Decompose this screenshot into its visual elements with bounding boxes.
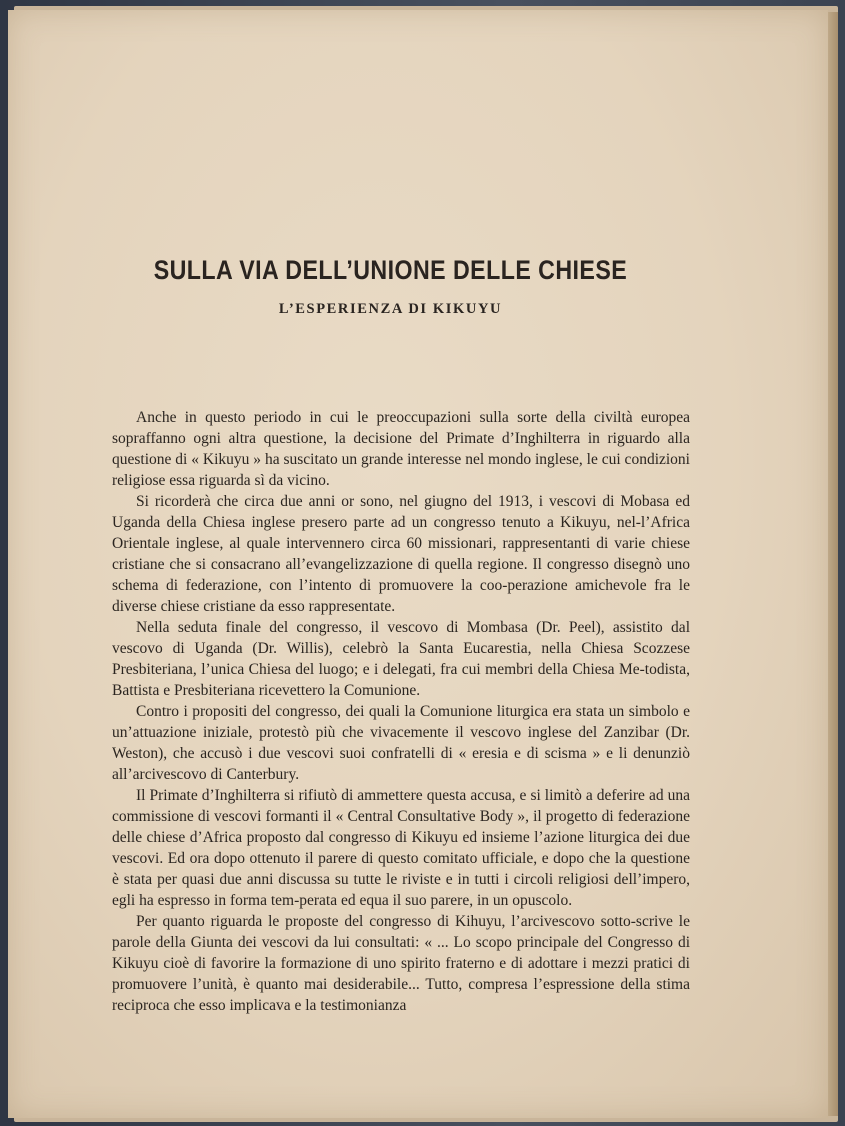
article-title: SULLA VIA DELL’UNIONE DELLE CHIESE [153, 255, 628, 285]
paragraph: Per quanto riguarda le proposte del congresso di Kihuyu, l’arcivescovo sotto-scrive le parole della Giunta dei vescovi da lui consultati: « ... Lo scopo principale del Congresso di Kikuyu cioè di favorire la formazione di uno spirito fraterno e di adottare i mezzi pratici di promuovere l’unità, è quanto mai desiderabile... Tutto, compresa l’espressione della stima reciproca che esso implicava e la testimonianza [112, 913, 690, 1014]
paragraph: Il Primate d’Inghilterra si rifiutò di ammettere questa accusa, e si limitò a deferire ad una commissione di vescovi formanti il « Central Consultative Body », il progetto di federazione delle chiese d’Africa proposto dal congresso di Kikuyu ed insieme l’azione liturgica dei due vescovi. Ed ora dopo ottenuto il parere di questo comitato ufficiale, e dopo che la questione è stata per quasi due anni discussa su tutte le riviste e in tutti i circoli religiosi dell’impero, egli ha espresso in forma tem-perata ed equa il suo parere, in un opuscolo. [112, 787, 690, 909]
document-page [8, 10, 828, 1118]
paragraph: Contro i propositi del congresso, dei quali la Comunione liturgica era stata un simbolo e un’attuazione iniziale, protestò più che vivacemente il vescovo inglese del Zanzibar (Dr. Weston), che accusò i due vescovi suoi confratelli di « eresia e di scisma » e li denunziò all’arcivescovo di Canterbury. [112, 703, 690, 783]
article-body [112, 407, 690, 1016]
paragraph: Si ricorderà che circa due anni or sono, nel giugno del 1913, i vescovi di Mobasa ed Uganda della Chiesa inglese presero parte ad un congresso tenuto a Kikuyu, nel-l’Africa Orientale inglese, al quale intervennero circa 60 missionari, rappresentanti di varie chiese cristiane che si consacrano all’evangelizzazione di quella regione. Il congresso disegnò uno schema di federazione, con l’intento di promuovere la coo-perazione amichevole fra le diverse chiese cristiane da esso rappresentate. [112, 493, 690, 615]
article-subtitle: L’ESPERIENZA DI KIKUYU [278, 301, 503, 317]
paragraph: Anche in questo periodo in cui le preoccupazioni sulla sorte della civiltà europea sopraffanno ogni altra questione, la decisione del Primate d’Inghilterra in riguardo alla questione di « Kikuyu » ha suscitato un grande interesse nel mondo inglese, le cui condizioni religiose essa riguarda sì da vicino. [112, 409, 690, 489]
paragraph: Nella seduta finale del congresso, il vescovo di Mombasa (Dr. Peel), assistito dal vescovo di Uganda (Dr. Willis), celebrò la Santa Eucarestia, nella Chiesa Scozzese Presbiteriana, l’unica Chiesa del luogo; e i delegati, fra cui membri della Chiesa Me-todista, Battista e Presbiteriana ricevettero la Comunione. [112, 619, 690, 699]
